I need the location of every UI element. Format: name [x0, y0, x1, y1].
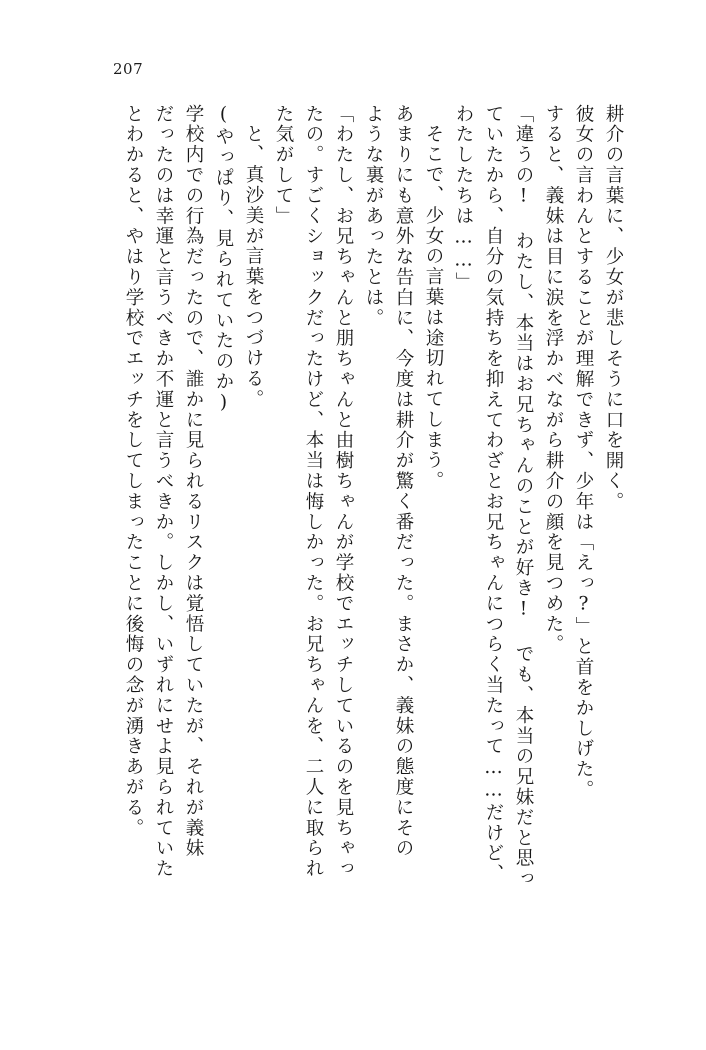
text-line: ていたから、自分の気持ちを抑えてわざとお兄ちゃんにつらく当たって……だけど、: [483, 104, 504, 885]
text-line: 「わたし、お兄ちゃんと朋ちゃんと由樹ちゃんが学校でエッチしているのを見ちゃっ: [333, 104, 354, 880]
text-line: た気がして」: [273, 104, 294, 227]
text-line: と、真沙美が言葉をつづける。: [243, 124, 264, 410]
text-line: 学校内での行為だったので、誰かに見られるリスクは覚悟していたが、それが義妹: [183, 104, 204, 859]
text-line: (やっぱり、見られていたのか): [213, 104, 234, 415]
text-line: 「違うの! わたし、本当はお兄ちゃんのことが好き! でも、本当の兄妹だと思っ: [513, 104, 534, 890]
text-line: ような裏があったとは。: [363, 104, 384, 329]
text-line: だったのは幸運と言うべきか不運と言うべきか。しかし、いずれにせよ見られていた: [153, 104, 174, 880]
page-number: 207: [113, 60, 144, 78]
text-line: すると、義妹は目に涙を浮かべながら耕介の顔を見つめた。: [543, 104, 564, 655]
text-line: たの。すごくショックだったけど、本当は悔しかった。お兄ちゃんを、二人に取られ: [303, 104, 324, 880]
text-line: そこで、少女の言葉は途切れてしまう。: [423, 124, 444, 492]
text-line: 耕介の言葉に、少女が悲しそうに口を開く。: [603, 104, 624, 512]
text-line: あまりにも意外な告白に、今度は耕介が驚く番だった。まさか、義妹の態度にその: [393, 104, 414, 859]
vertical-text-body: [82, 104, 622, 914]
text-line: わたしたちは……」: [453, 104, 474, 293]
text-line: とわかると、やはり学校でエッチをしてしまったことに後悔の念が湧きあがる。: [123, 104, 144, 839]
text-line: 彼女の言わんとすることが理解できず、少年は「えっ?」と首をかしげた。: [573, 104, 594, 801]
